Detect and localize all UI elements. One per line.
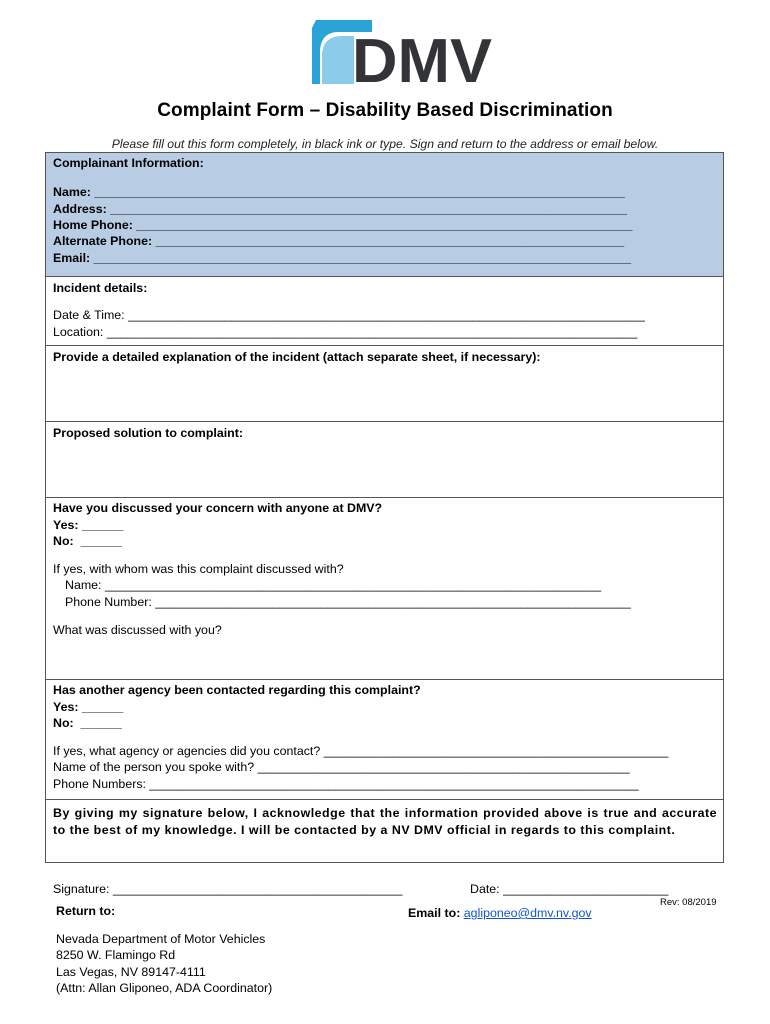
email-to-label: Email to:	[408, 906, 461, 920]
agency-which-question: If yes, what agency or agencies did you contact?	[53, 744, 321, 758]
incident-heading: Incident details:	[53, 281, 148, 295]
discussed-phone-field[interactable]: Phone Number: _____________________________________________________________________	[65, 595, 631, 609]
address-line: Nevada Department of Motor Vehicles	[56, 932, 266, 946]
mailing-address	[56, 931, 272, 997]
name-label: Name:	[53, 185, 91, 199]
acknowledgement-text: By giving my signature below, I acknowledge that the information provided above is true and accurate to the best of my knowledge. I will be contacted by a NV DMV official in regards to this complaint.	[53, 806, 717, 837]
location-label: Location:	[53, 325, 104, 339]
agency-yes-field[interactable]: Yes: ______	[53, 700, 124, 714]
name-field[interactable]: Name: _____________________________________________________________________________	[53, 185, 625, 199]
address-line: (Attn: Allan Gliponeo, ADA Coordinator)	[56, 981, 273, 996]
discussed-heading: Have you discussed your concern with anyone at DMV?	[53, 501, 383, 515]
form-instructions: Please fill out this form completely, in black ink or type. Sign and return to the address or email below.	[111, 137, 659, 151]
dmv-logo	[312, 18, 492, 84]
discussed-whom-question: If yes, with whom was this complaint discussed with?	[53, 562, 344, 576]
incident-section	[46, 277, 723, 346]
complainant-section	[46, 153, 723, 277]
agency-person-question: Name of the person you spoke with?	[53, 760, 255, 774]
discussed-name-label: Name:	[65, 578, 102, 592]
signature-label: Signature:	[53, 882, 110, 896]
explanation-heading: Provide a detailed explanation of the incident (attach separate sheet, if necessary):	[53, 350, 541, 364]
agency-no-field[interactable]: No: ______	[53, 716, 122, 730]
agency-heading: Has another agency been contacted regarding this complaint?	[53, 683, 421, 697]
revision-label: Rev: 08/2019	[660, 897, 717, 908]
solution-section[interactable]	[46, 422, 723, 498]
email-to-line	[408, 906, 592, 920]
solution-heading: Proposed solution to complaint:	[53, 426, 243, 440]
signature-date-field[interactable]: Date: ________________________	[470, 882, 669, 896]
form-title: Complaint Form – Disability Based Discrimination	[157, 100, 613, 121]
discussed-yes-label: Yes:	[53, 518, 79, 532]
agency-which-field[interactable]: If yes, what agency or agencies did you contact? __________________________________________________	[53, 744, 669, 758]
return-to-label: Return to:	[56, 904, 116, 918]
address-line: 8250 W. Flamingo Rd	[56, 948, 176, 963]
agency-no-label: No:	[53, 716, 74, 730]
acknowledgement-section	[46, 800, 723, 862]
address-field[interactable]: Address: ___________________________________________________________________________	[53, 202, 627, 216]
agency-person-field[interactable]: Name of the person you spoke with? ______________________________________________________	[53, 760, 630, 774]
address-label: Address:	[53, 202, 107, 216]
signature-date-label: Date:	[470, 882, 500, 896]
agency-phones-field[interactable]: Phone Numbers: _______________________________________________________________________	[53, 777, 639, 791]
email-field[interactable]: Email: ______________________________________________________________________________	[53, 251, 632, 265]
discussed-no-label: No:	[53, 534, 74, 548]
complainant-heading: Complainant Information:	[53, 156, 204, 170]
agency-section	[46, 680, 723, 800]
signature-field[interactable]: Signature: __________________________________________	[53, 882, 403, 896]
alternate-phone-field[interactable]: Alternate Phone: ____________________________________________________________________	[53, 234, 625, 248]
agency-yes-label: Yes:	[53, 700, 79, 714]
explanation-section[interactable]	[46, 346, 723, 422]
discussed-yes-field[interactable]: Yes: ______	[53, 518, 124, 532]
alternate-phone-label: Alternate Phone:	[53, 234, 153, 248]
discussed-no-field[interactable]: No: ______	[53, 534, 122, 548]
complaint-form	[45, 152, 724, 896]
discussed-section	[46, 498, 723, 680]
date-time-label: Date & Time:	[53, 308, 125, 322]
discussed-phone-label: Phone Number:	[65, 595, 152, 609]
location-field[interactable]: Location: _____________________________________________________________________________	[53, 325, 638, 339]
home-phone-field[interactable]: Home Phone: ________________________________________________________________________	[53, 218, 633, 232]
discussed-name-field[interactable]: Name: ________________________________________________________________________	[65, 578, 602, 592]
discussed-what-question: What was discussed with you?	[53, 623, 222, 637]
email-label: Email:	[53, 251, 91, 265]
home-phone-label: Home Phone:	[53, 218, 133, 232]
logo-text: DMV	[352, 27, 492, 84]
email-address-link[interactable]: agliponeo@dmv.nv.gov	[463, 906, 592, 920]
logo-dark-shape	[322, 36, 354, 84]
agency-phones-label: Phone Numbers:	[53, 777, 146, 791]
date-time-field[interactable]: Date & Time: ___________________________________________________________________________	[53, 308, 645, 322]
address-line: Las Vegas, NV 89147-4111	[56, 964, 206, 979]
